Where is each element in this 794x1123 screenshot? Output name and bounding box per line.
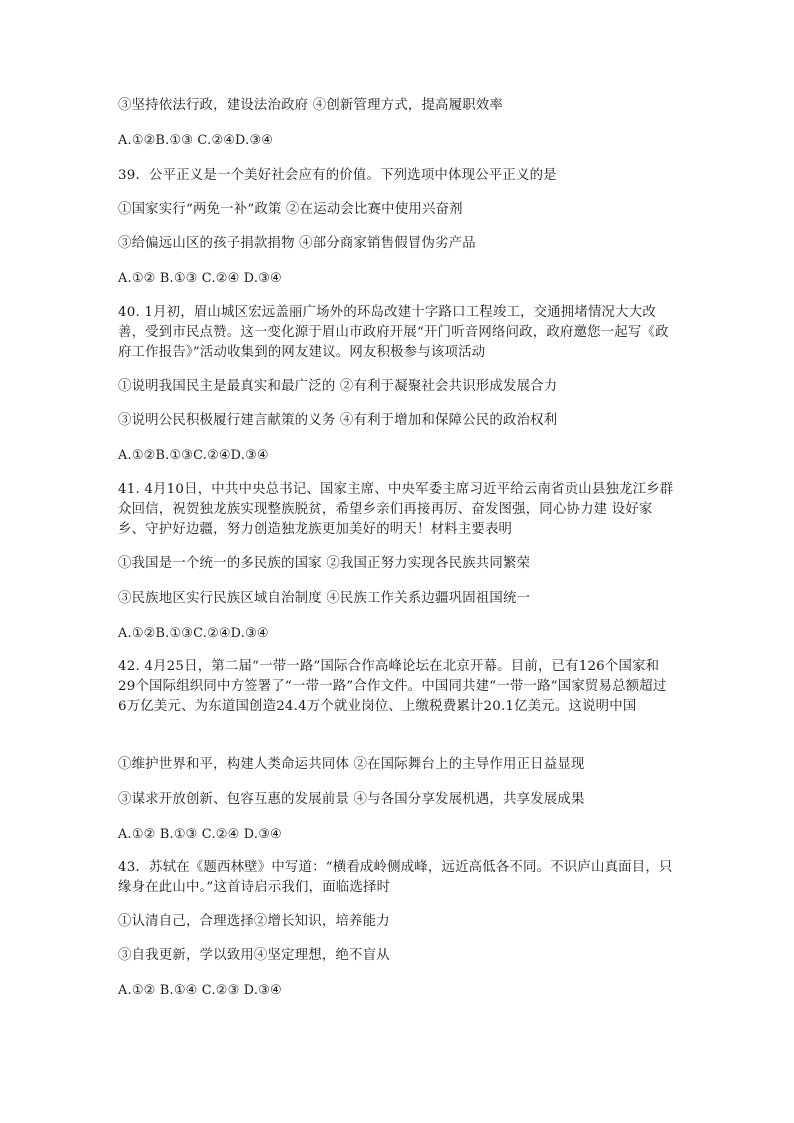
question-42-options: A.①② B.①③ C.②④ D.③④ — [118, 827, 282, 842]
question-40-stem: 40. 1月初，眉山城区宏远盖丽广场外的环岛改建十字路口工程竣工，交通拥堵情况大大改善，受到市民点赞。这一变化源于眉山市政府开展“开门听音网络问政，政府邀您一起写《政府工作报告》”活动收集到的网友建议。网友积极参与该项活动 — [118, 305, 669, 360]
question-40-statements-3-4: ③说明公民积极履行建言献策的义务 ④有利于增加和保障公民的政治权利 — [118, 413, 558, 428]
question-39-statements-3-4: ③给偏远山区的孩子捐款捐物 ④部分商家销售假冒伪劣产品 — [118, 236, 476, 251]
question-39-options: A.①② B.①③ C.②④ D.③④ — [118, 271, 282, 286]
question-40-options: A.①②B.①③C.②④D.③④ — [118, 448, 269, 463]
question-42-stem: 42. 4月25日，第二届“一带一路”国际合作高峰论坛在北京开幕。目前，已有126个国家和29个国际组织同中方签署了“一带一路”合作文件。中国同共建“一带一路”国家贸易总额超过6万亿美元、为东道国创造24.4万个就业岗位、上缴税费累计20.1亿美元。这说明中国 — [118, 659, 667, 714]
question-39-statements-1-2: ①国家实行“两免一补”政策 ②在运动会比赛中使用兴奋剂 — [118, 202, 463, 217]
question-43-options: A.①② B.①④ C.②③ D.③④ — [118, 983, 282, 998]
question-41-statements-3-4: ③民族地区实行民族区域自治制度 ④民族工作关系边疆巩固祖国统一 — [118, 591, 531, 606]
statement-line: ③坚持依法行政，建设法治政府 ④创新管理方式，提高履职效率 — [118, 98, 503, 113]
question-43-statements-3-4: ③自我更新，学以致用④坚定理想，绝不盲从 — [118, 948, 390, 963]
question-41-stem: 41. 4月10日，中共中央总书记、国家主席、中央军委主席习近平给云南省贡山县独龙江乡群众回信，祝贺独龙族实现整族脱贫，希望乡亲们再接再厉、奋发图强，同心协力建 设好家乡、守护好边疆，努力创造独龙族更加美好的明天！材料主要表明 — [118, 482, 674, 537]
question-42-statements-1-2: ①维护世界和平，构建人类命运共同体 ②在国际舞台上的主导作用正日益显现 — [118, 757, 585, 772]
question-41-statements-1-2: ①我国是一个统一的多民族的国家 ②我国正努力实现各民族共同繁荣 — [118, 556, 531, 571]
question-42-statements-3-4: ③谋求开放创新、包容互惠的发展前景 ④与各国分享发展机遇，共享发展成果 — [118, 792, 585, 807]
question-43-stem: 43．苏轼在《题西林壁》中写道：“横看成岭侧成峰，远近高低各不同。不识庐山真面目，只缘身在此山中。”这首诗启示我们，面临选择时 — [118, 860, 673, 895]
question-39-stem: 39．公平正义是一个美好社会应有的价值。下列选项中体现公平正义的是 — [118, 168, 557, 183]
question-40-statements-1-2: ①说明我国民主是最真实和最广泛的 ②有利于凝聚社会共识形成发展合力 — [118, 379, 558, 394]
question-41-options: A.①②B.①③C.②④D.③④ — [118, 626, 269, 641]
question-43-statements-1-2: ①认清自己，合理选择②增长知识，培养能力 — [118, 914, 390, 929]
answer-options: A.①②B.①③ C.②④D.③④ — [118, 133, 274, 148]
